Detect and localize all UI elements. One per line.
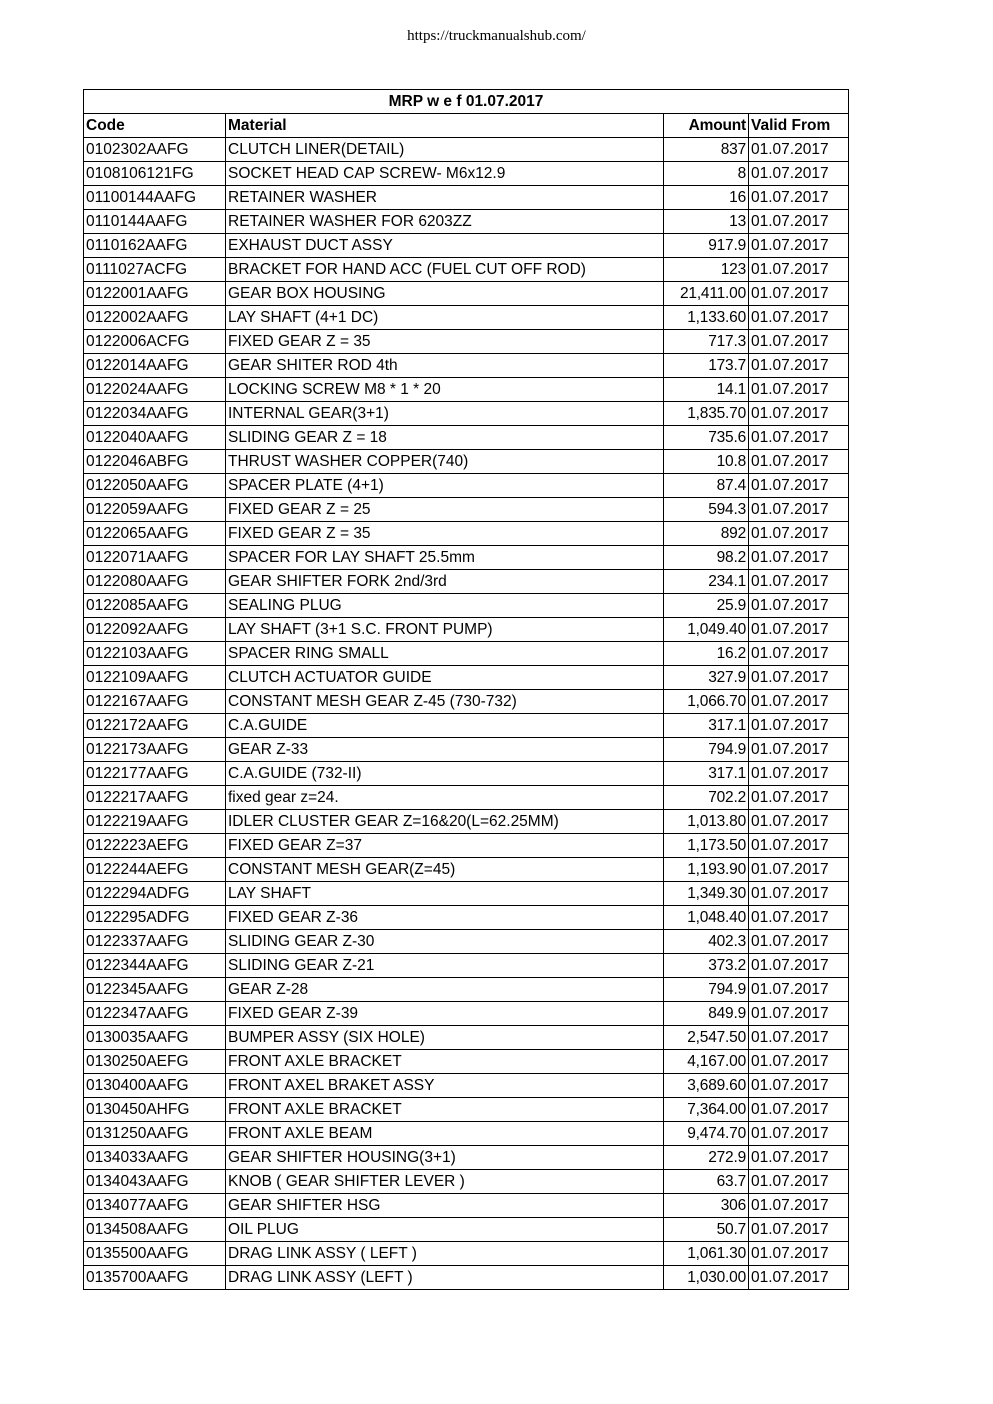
- cell-amount: 1,173.50: [664, 834, 749, 858]
- cell-amount: 1,133.60: [664, 306, 749, 330]
- cell-material: C.A.GUIDE: [226, 714, 664, 738]
- cell-amount: 25.9: [664, 594, 749, 618]
- cell-code: 0122167AAFG: [84, 690, 226, 714]
- cell-code: 0122085AAFG: [84, 594, 226, 618]
- cell-code: 0122223AEFG: [84, 834, 226, 858]
- cell-amount: 1,013.80: [664, 810, 749, 834]
- cell-code: 0135500AAFG: [84, 1242, 226, 1266]
- cell-code: 0131250AAFG: [84, 1122, 226, 1146]
- cell-code: 0130250AEFG: [84, 1050, 226, 1074]
- cell-material: C.A.GUIDE (732-II): [226, 762, 664, 786]
- cell-valid-from: 01.07.2017: [749, 498, 849, 522]
- cell-valid-from: 01.07.2017: [749, 1146, 849, 1170]
- cell-valid-from: 01.07.2017: [749, 810, 849, 834]
- table-row: [84, 834, 849, 858]
- table-header-row: [84, 114, 849, 138]
- cell-amount: 849.9: [664, 1002, 749, 1026]
- cell-material: DRAG LINK ASSY ( LEFT ): [226, 1242, 664, 1266]
- cell-material: CLUTCH ACTUATOR GUIDE: [226, 666, 664, 690]
- table-row: [84, 306, 849, 330]
- cell-material: GEAR SHIFTER HSG: [226, 1194, 664, 1218]
- cell-amount: 1,349.30: [664, 882, 749, 906]
- cell-code: 0122050AAFG: [84, 474, 226, 498]
- cell-code: 0122034AAFG: [84, 402, 226, 426]
- table-row: [84, 210, 849, 234]
- cell-amount: 16.2: [664, 642, 749, 666]
- cell-valid-from: 01.07.2017: [749, 450, 849, 474]
- cell-material: CONSTANT MESH GEAR(Z=45): [226, 858, 664, 882]
- column-header-code: Code: [84, 114, 226, 138]
- cell-amount: 1,835.70: [664, 402, 749, 426]
- cell-valid-from: 01.07.2017: [749, 1242, 849, 1266]
- cell-valid-from: 01.07.2017: [749, 690, 849, 714]
- cell-material: THRUST WASHER COPPER(740): [226, 450, 664, 474]
- cell-valid-from: 01.07.2017: [749, 954, 849, 978]
- cell-valid-from: 01.07.2017: [749, 138, 849, 162]
- cell-code: 0102302AAFG: [84, 138, 226, 162]
- cell-material: SPACER FOR LAY SHAFT 25.5mm: [226, 546, 664, 570]
- table-row: [84, 522, 849, 546]
- cell-code: 0122244AEFG: [84, 858, 226, 882]
- table-row: [84, 378, 849, 402]
- cell-material: LAY SHAFT: [226, 882, 664, 906]
- cell-amount: 373.2: [664, 954, 749, 978]
- cell-material: SOCKET HEAD CAP SCREW- M6x12.9: [226, 162, 664, 186]
- table-row: [84, 450, 849, 474]
- cell-material: RETAINER WASHER: [226, 186, 664, 210]
- cell-valid-from: 01.07.2017: [749, 642, 849, 666]
- cell-valid-from: 01.07.2017: [749, 762, 849, 786]
- cell-valid-from: 01.07.2017: [749, 210, 849, 234]
- table-row: [84, 1026, 849, 1050]
- cell-material: INTERNAL GEAR(3+1): [226, 402, 664, 426]
- cell-code: 0110162AAFG: [84, 234, 226, 258]
- cell-material: FIXED GEAR Z-36: [226, 906, 664, 930]
- table-row: [84, 402, 849, 426]
- cell-code: 0122337AAFG: [84, 930, 226, 954]
- cell-material: DRAG LINK ASSY (LEFT ): [226, 1266, 664, 1290]
- cell-amount: 317.1: [664, 714, 749, 738]
- cell-amount: 1,066.70: [664, 690, 749, 714]
- table-row: [84, 186, 849, 210]
- cell-amount: 327.9: [664, 666, 749, 690]
- cell-code: 0122002AAFG: [84, 306, 226, 330]
- cell-amount: 7,364.00: [664, 1098, 749, 1122]
- cell-material: LAY SHAFT (3+1 S.C. FRONT PUMP): [226, 618, 664, 642]
- cell-material: CLUTCH LINER(DETAIL): [226, 138, 664, 162]
- cell-code: 0122345AAFG: [84, 978, 226, 1002]
- cell-material: GEAR SHIFTER FORK 2nd/3rd: [226, 570, 664, 594]
- cell-amount: 594.3: [664, 498, 749, 522]
- cell-amount: 794.9: [664, 978, 749, 1002]
- cell-material: FIXED GEAR Z-39: [226, 1002, 664, 1026]
- cell-valid-from: 01.07.2017: [749, 570, 849, 594]
- cell-amount: 234.1: [664, 570, 749, 594]
- cell-amount: 317.1: [664, 762, 749, 786]
- cell-code: 0122217AAFG: [84, 786, 226, 810]
- table-row: [84, 330, 849, 354]
- cell-code: 01100144AAFG: [84, 186, 226, 210]
- cell-valid-from: 01.07.2017: [749, 474, 849, 498]
- cell-material: SLIDING GEAR Z = 18: [226, 426, 664, 450]
- table-row: [84, 282, 849, 306]
- table-row: [84, 690, 849, 714]
- cell-material: FIXED GEAR Z=37: [226, 834, 664, 858]
- cell-valid-from: 01.07.2017: [749, 1266, 849, 1290]
- cell-valid-from: 01.07.2017: [749, 1050, 849, 1074]
- cell-code: 0108106121FG: [84, 162, 226, 186]
- cell-code: 0122347AAFG: [84, 1002, 226, 1026]
- table-row: [84, 1098, 849, 1122]
- cell-valid-from: 01.07.2017: [749, 714, 849, 738]
- cell-amount: 272.9: [664, 1146, 749, 1170]
- cell-code: 0122065AAFG: [84, 522, 226, 546]
- cell-code: 0135700AAFG: [84, 1266, 226, 1290]
- cell-amount: 402.3: [664, 930, 749, 954]
- cell-amount: 717.3: [664, 330, 749, 354]
- cell-material: RETAINER WASHER FOR 6203ZZ: [226, 210, 664, 234]
- cell-valid-from: 01.07.2017: [749, 186, 849, 210]
- cell-amount: 892: [664, 522, 749, 546]
- cell-material: SLIDING GEAR Z-21: [226, 954, 664, 978]
- cell-material: IDLER CLUSTER GEAR Z=16&20(L=62.25MM): [226, 810, 664, 834]
- cell-valid-from: 01.07.2017: [749, 426, 849, 450]
- table-row: [84, 1002, 849, 1026]
- cell-valid-from: 01.07.2017: [749, 330, 849, 354]
- cell-valid-from: 01.07.2017: [749, 834, 849, 858]
- cell-material: FRONT AXLE BEAM: [226, 1122, 664, 1146]
- cell-valid-from: 01.07.2017: [749, 546, 849, 570]
- cell-amount: 21,411.00: [664, 282, 749, 306]
- cell-valid-from: 01.07.2017: [749, 858, 849, 882]
- table-row: [84, 618, 849, 642]
- table-row: [84, 1194, 849, 1218]
- table-row: [84, 1266, 849, 1290]
- column-header-amount: Amount: [664, 114, 749, 138]
- cell-amount: 1,193.90: [664, 858, 749, 882]
- cell-code: 0122344AAFG: [84, 954, 226, 978]
- cell-valid-from: 01.07.2017: [749, 402, 849, 426]
- cell-code: 0134043AAFG: [84, 1170, 226, 1194]
- cell-code: 0122080AAFG: [84, 570, 226, 594]
- cell-amount: 1,048.40: [664, 906, 749, 930]
- table-row: [84, 642, 849, 666]
- cell-valid-from: 01.07.2017: [749, 282, 849, 306]
- cell-valid-from: 01.07.2017: [749, 594, 849, 618]
- table-row: [84, 1122, 849, 1146]
- cell-code: 0134033AAFG: [84, 1146, 226, 1170]
- table-row: [84, 762, 849, 786]
- table-row: [84, 1050, 849, 1074]
- cell-material: SPACER RING SMALL: [226, 642, 664, 666]
- cell-code: 0130450AHFG: [84, 1098, 226, 1122]
- cell-valid-from: 01.07.2017: [749, 258, 849, 282]
- cell-amount: 10.8: [664, 450, 749, 474]
- cell-code: 0122092AAFG: [84, 618, 226, 642]
- cell-code: 0134077AAFG: [84, 1194, 226, 1218]
- cell-valid-from: 01.07.2017: [749, 930, 849, 954]
- cell-code: 0110144AAFG: [84, 210, 226, 234]
- cell-amount: 9,474.70: [664, 1122, 749, 1146]
- cell-valid-from: 01.07.2017: [749, 1074, 849, 1098]
- cell-valid-from: 01.07.2017: [749, 882, 849, 906]
- table-row: [84, 1146, 849, 1170]
- cell-material: GEAR Z-33: [226, 738, 664, 762]
- table-row: [84, 954, 849, 978]
- cell-material: GEAR BOX HOUSING: [226, 282, 664, 306]
- cell-valid-from: 01.07.2017: [749, 978, 849, 1002]
- cell-valid-from: 01.07.2017: [749, 738, 849, 762]
- cell-material: FIXED GEAR Z = 35: [226, 522, 664, 546]
- table-row: [84, 258, 849, 282]
- cell-code: 0134508AAFG: [84, 1218, 226, 1242]
- cell-code: 0122001AAFG: [84, 282, 226, 306]
- cell-valid-from: 01.07.2017: [749, 1002, 849, 1026]
- cell-material: FIXED GEAR Z = 25: [226, 498, 664, 522]
- cell-amount: 1,061.30: [664, 1242, 749, 1266]
- cell-material: GEAR SHIFTER HOUSING(3+1): [226, 1146, 664, 1170]
- table-title-row: [84, 90, 849, 114]
- cell-amount: 98.2: [664, 546, 749, 570]
- cell-valid-from: 01.07.2017: [749, 1098, 849, 1122]
- cell-code: 0122295ADFG: [84, 906, 226, 930]
- cell-valid-from: 01.07.2017: [749, 1194, 849, 1218]
- cell-valid-from: 01.07.2017: [749, 666, 849, 690]
- cell-material: FIXED GEAR Z = 35: [226, 330, 664, 354]
- cell-amount: 8: [664, 162, 749, 186]
- cell-material: SEALING PLUG: [226, 594, 664, 618]
- cell-amount: 13: [664, 210, 749, 234]
- cell-amount: 14.1: [664, 378, 749, 402]
- cell-material: BUMPER ASSY (SIX HOLE): [226, 1026, 664, 1050]
- cell-valid-from: 01.07.2017: [749, 786, 849, 810]
- cell-valid-from: 01.07.2017: [749, 378, 849, 402]
- price-table: [83, 89, 849, 1290]
- table-row: [84, 738, 849, 762]
- cell-code: 0122006ACFG: [84, 330, 226, 354]
- cell-material: SLIDING GEAR Z-30: [226, 930, 664, 954]
- cell-material: FRONT AXLE BRACKET: [226, 1050, 664, 1074]
- table-row: [84, 1218, 849, 1242]
- cell-valid-from: 01.07.2017: [749, 234, 849, 258]
- cell-material: OIL PLUG: [226, 1218, 664, 1242]
- cell-material: LAY SHAFT (4+1 DC): [226, 306, 664, 330]
- cell-material: BRACKET FOR HAND ACC (FUEL CUT OFF ROD): [226, 258, 664, 282]
- cell-amount: 1,030.00: [664, 1266, 749, 1290]
- cell-amount: 917.9: [664, 234, 749, 258]
- table-row: [84, 906, 849, 930]
- cell-code: 0122177AAFG: [84, 762, 226, 786]
- cell-valid-from: 01.07.2017: [749, 1122, 849, 1146]
- column-header-material: Material: [226, 114, 664, 138]
- cell-material: LOCKING SCREW M8 * 1 * 20: [226, 378, 664, 402]
- cell-valid-from: 01.07.2017: [749, 162, 849, 186]
- cell-amount: 16: [664, 186, 749, 210]
- cell-material: fixed gear z=24.: [226, 786, 664, 810]
- cell-code: 0111027ACFG: [84, 258, 226, 282]
- cell-amount: 2,547.50: [664, 1026, 749, 1050]
- table-row: [84, 234, 849, 258]
- cell-material: FRONT AXEL BRAKET ASSY: [226, 1074, 664, 1098]
- cell-code: 0122294ADFG: [84, 882, 226, 906]
- cell-code: 0130400AAFG: [84, 1074, 226, 1098]
- cell-code: 0122046ABFG: [84, 450, 226, 474]
- cell-amount: 173.7: [664, 354, 749, 378]
- cell-code: 0122014AAFG: [84, 354, 226, 378]
- table-row: [84, 426, 849, 450]
- table-row: [84, 546, 849, 570]
- table-row: [84, 1074, 849, 1098]
- cell-amount: 63.7: [664, 1170, 749, 1194]
- table-row: [84, 666, 849, 690]
- cell-material: GEAR SHITER ROD 4th: [226, 354, 664, 378]
- table-row: [84, 858, 849, 882]
- cell-amount: 794.9: [664, 738, 749, 762]
- cell-material: GEAR Z-28: [226, 978, 664, 1002]
- cell-code: 0122040AAFG: [84, 426, 226, 450]
- cell-valid-from: 01.07.2017: [749, 522, 849, 546]
- table-row: [84, 570, 849, 594]
- cell-valid-from: 01.07.2017: [749, 618, 849, 642]
- site-url[interactable]: https://truckmanualshub.com/: [407, 28, 586, 44]
- table-row: [84, 354, 849, 378]
- table-row: [84, 1242, 849, 1266]
- cell-valid-from: 01.07.2017: [749, 1218, 849, 1242]
- cell-amount: 837: [664, 138, 749, 162]
- cell-amount: 1,049.40: [664, 618, 749, 642]
- cell-code: 0122172AAFG: [84, 714, 226, 738]
- cell-amount: 87.4: [664, 474, 749, 498]
- cell-material: CONSTANT MESH GEAR Z-45 (730-732): [226, 690, 664, 714]
- cell-material: FRONT AXLE BRACKET: [226, 1098, 664, 1122]
- cell-material: SPACER PLATE (4+1): [226, 474, 664, 498]
- cell-valid-from: 01.07.2017: [749, 306, 849, 330]
- table-row: [84, 162, 849, 186]
- cell-code: 0122024AAFG: [84, 378, 226, 402]
- cell-amount: 123: [664, 258, 749, 282]
- cell-amount: 702.2: [664, 786, 749, 810]
- table-row: [84, 810, 849, 834]
- column-header-valid-from: Valid From: [749, 114, 849, 138]
- cell-code: 0130035AAFG: [84, 1026, 226, 1050]
- cell-amount: 50.7: [664, 1218, 749, 1242]
- table-row: [84, 594, 849, 618]
- cell-valid-from: 01.07.2017: [749, 354, 849, 378]
- cell-code: 0122219AAFG: [84, 810, 226, 834]
- cell-code: 0122071AAFG: [84, 546, 226, 570]
- table-title: MRP w e f 01.07.2017: [84, 90, 849, 114]
- table-row: [84, 474, 849, 498]
- cell-valid-from: 01.07.2017: [749, 906, 849, 930]
- cell-code: 0122109AAFG: [84, 666, 226, 690]
- cell-amount: 735.6: [664, 426, 749, 450]
- cell-valid-from: 01.07.2017: [749, 1026, 849, 1050]
- cell-code: 0122173AAFG: [84, 738, 226, 762]
- table-row: [84, 1170, 849, 1194]
- table-row: [84, 786, 849, 810]
- cell-valid-from: 01.07.2017: [749, 1170, 849, 1194]
- cell-material: EXHAUST DUCT ASSY: [226, 234, 664, 258]
- table-row: [84, 138, 849, 162]
- cell-amount: 4,167.00: [664, 1050, 749, 1074]
- table-row: [84, 882, 849, 906]
- table-row: [84, 930, 849, 954]
- cell-material: KNOB ( GEAR SHIFTER LEVER ): [226, 1170, 664, 1194]
- table-row: [84, 978, 849, 1002]
- cell-amount: 3,689.60: [664, 1074, 749, 1098]
- table-row: [84, 714, 849, 738]
- cell-amount: 306: [664, 1194, 749, 1218]
- cell-code: 0122103AAFG: [84, 642, 226, 666]
- table-row: [84, 498, 849, 522]
- cell-code: 0122059AAFG: [84, 498, 226, 522]
